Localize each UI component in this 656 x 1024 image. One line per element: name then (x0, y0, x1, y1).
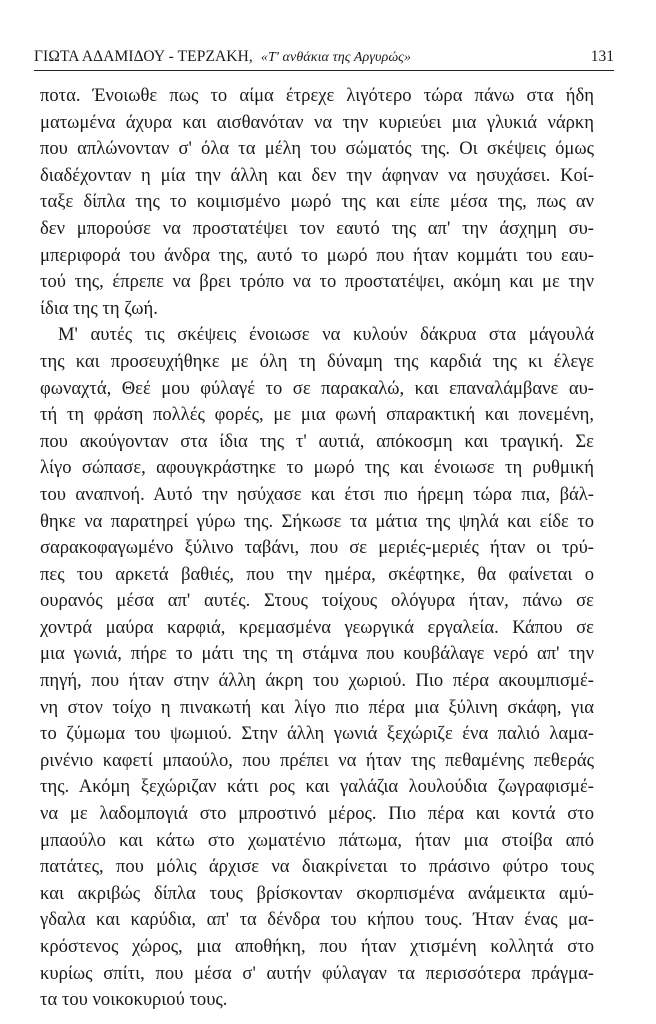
text-line: φωναχτά, Θεέ μου φύλαγέ το σε παρακαλώ, και επαναλάμβανε αυ- (40, 377, 594, 399)
text-line: σαρακοφαγωμένο ξύλινο ταβάνι, που σε μεριές-μεριές ήταν οι τρύ- (40, 537, 594, 559)
text-line: πατάτες, που μόλις άρχισε να διακρίνεται το πράσινο φύτρο τους (40, 856, 594, 878)
author-name: ΓΙΩΤΑ ΑΔΑΜΙΔΟΥ - ΤΕΡΖΑΚΗ, (34, 48, 253, 65)
text-line: το ζύμωμα του ψωμιού. Στην άλλη γωνιά ξεχώριζε ένα παλιό λαμα- (40, 723, 594, 745)
text-line: μπαούλο και κάτω στο χωματένιο πάτωμα, ήταν μια στοίβα από (40, 829, 594, 851)
text-line: να με λαδομπογιά στο μπροστινό μέρος. Πιο πέρα και κοντά στο (40, 803, 594, 825)
text-line: κρόστενος χώρος, μια αποθήκη, που ήταν χτισμένη κολλητά στο (40, 936, 594, 957)
text-line: μπεριφορά του άνδρα της, αυτό το μωρό που ήταν κομμάτι του εαυ- (40, 244, 594, 266)
header-left (34, 48, 411, 66)
text-line: ουρανός μέσα απ' αυτές. Στους τοίχους ολόγυρα ήταν, πάνω σε (40, 590, 594, 612)
text-line: Μ' αυτές τις σκέψεις ένοιωσε να κυλούν δάκρυα στα μάγουλά (58, 324, 594, 346)
paragraph-1 (40, 83, 594, 322)
text-line: χοντρά μαύρα καρφιά, κρεμασμένα γεωργικά εργαλεία. Κάπου σε (40, 616, 594, 638)
text-line: μια γωνιά, πήρε το μάτι της τη στάμνα που κουβάλαγε νερό απ' την (40, 643, 594, 665)
page-number: 131 (590, 48, 614, 65)
text-line: ρινένιο καφετί μπαούλο, που πρέπει να ήταν της πεθαμένης πεθεράς (40, 749, 594, 771)
text-line: πες του αρκετά βαθιές, που την ημέρα, σκέφτηκε, θα φαίνεται ο (40, 563, 594, 585)
text-line: κυρίως σπίτι, που μέσα σ' αυτήν φύλαγαν τα περισσότερα πράγμα- (40, 962, 594, 984)
running-header (34, 40, 614, 71)
text-line: ποτα. Ένοιωθε πως το αίμα έτρεχε λιγότερο τώρα πάνω στα ήδη (40, 85, 594, 106)
body-text (40, 83, 594, 1014)
text-line: της. Ακόμη ξεχώριζαν κάτι ρος και γαλάζια λουλούδια ζωγραφισμέ- (40, 776, 594, 798)
text-line: δεν μπορούσε να προστατέψει τον εαυτό της απ' την άσχημη συ- (40, 217, 594, 239)
text-line: θηκε να παρατηρεί γύρω της. Σήκωσε τα μάτια της ψηλά και είδε το (40, 510, 594, 532)
text-line: τα του νοικοκυριού τους. (40, 989, 228, 1011)
text-line: ματωμένα άχυρα και αισθανόταν να την κυριεύει μια γλυκιά νάρκη (40, 111, 594, 133)
text-line: ταξε δίπλα της το κοιμισμένο μωρό της και είπε μέσα της, πως αν (40, 191, 594, 213)
text-line: πηγή, που ήταν στην άλλη άκρη του χωριού. Πιο πέρα ακουμπισμέ- (40, 670, 594, 692)
text-line: που ακούγονταν στα ίδια της τ' αυτιά, απόκοσμη και τραγική. Σε (40, 430, 594, 452)
text-line: λίγο σώπασε, αφουγκράστηκε το μωρό της και ένοιωσε τη ρυθμική (40, 457, 594, 479)
text-line: τού της, έπρεπε να βρει τρόπο να το προστατέψει, ακόμη και με την (40, 271, 594, 293)
text-line: ίδια της τη ζωή. (40, 297, 158, 319)
text-line: γδαλα και καρύδια, απ' τα δένδρα του κήπου τους. Ήταν ένας μα- (40, 909, 594, 931)
text-line: και ακριβώς δίπλα τους βρίσκονταν σκορπισμένα ανάμεικτα αμύ- (40, 882, 594, 904)
paragraph-2 (40, 322, 594, 1013)
text-line: νη στον τοίχο η πινακωτή και λίγο πιο πέρα μια ξύλινη σκάφη, για (40, 696, 594, 718)
text-line: που απλώνονταν σ' όλα τα μέλη του σώματός της. Οι σκέψεις όμως (40, 138, 594, 160)
text-line: της και προσευχήθηκε με όλη τη δύναμη της καρδιά της κι έλεγε (40, 350, 594, 372)
book-title: «Τ' ανθάκια της Αργυρώς» (260, 50, 412, 65)
text-line: τή τη φράση πολλές φορές, με μια φωνή σπαρακτική και πονεμένη, (40, 404, 594, 426)
text-line: του αναπνοή. Αυτό την ησύχασε και έτσι πιο ήρεμη τώρα πια, βάλ- (40, 483, 594, 505)
text-line: διαδέχονταν η μία την άλλη και δεν την άφηναν να ησυχάσει. Κοί- (40, 164, 594, 186)
